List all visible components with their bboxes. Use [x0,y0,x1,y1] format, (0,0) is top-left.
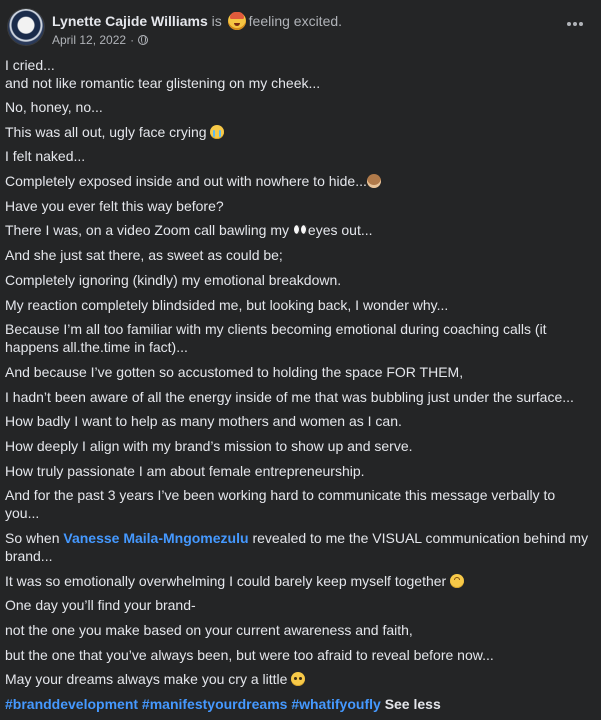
post-paragraph: How truly passionate I am about female entrepreneurship. [5,462,365,479]
paragraph-text: It was so emotionally overwhelming I could barely keep myself together [5,572,447,589]
hashtag-link[interactable]: #branddevelopment [5,696,139,713]
post-paragraph: Have you ever felt this way before? [5,197,224,214]
author-name-link[interactable]: Lynette Cajide Williams [52,13,208,29]
post-paragraph: not the one you make based on your current awareness and faith, [5,622,413,639]
post-paragraph: And because I’ve gotten so accustomed to holding the space FOR THEM, [5,363,464,380]
paragraph-text: This was all out, ugly face crying [5,123,207,140]
paragraph-text: There I was, on a video Zoom call bawling my [5,222,290,239]
pleading-face-icon [291,672,305,686]
post-paragraph: Completely ignoring (kindly) my emotional breakdown. [5,271,342,288]
post-paragraph: How deeply I align with my brand’s mission to show up and serve. [5,437,413,454]
dot-icon [579,22,583,26]
post-paragraph [5,123,589,141]
grinning-face-feeling-icon [228,12,246,30]
see-less-button[interactable]: See less [384,696,441,713]
post-date-link[interactable]: April 12, 2022 [52,33,127,47]
post-paragraph: And for the past 3 years I’ve been working hard to communicate this message verbally to you... [5,487,556,522]
more-options-icon[interactable] [563,14,587,34]
is-text: is [211,13,222,29]
post-paragraph [5,670,589,688]
paragraph-text: So when [5,530,60,546]
post-paragraph: My reaction completely blindsided me, but looking back, I wonder why... [5,296,449,313]
post-header [8,8,593,48]
post-body [5,56,589,720]
post-paragraph: Because I’m all too familiar with my clients becoming emotional during coaching calls (it happens all.the.time in fact)... [5,321,547,356]
dot-icon [573,22,577,26]
paragraph-text: revealed to me the VISUAL communication behind my brand... [5,530,589,564]
post-paragraph: I hadn’t been aware of all the energy inside of me that was bubbling just under the surface... [5,388,574,405]
loudly-crying-face-icon [210,125,224,139]
post-paragraph [5,172,589,190]
author-line [52,12,342,30]
post-paragraph: I felt naked... [5,148,86,165]
paragraph-text: Completely exposed inside and out with nowhere to hide... [5,173,367,190]
dot-icon [567,22,571,26]
mention-link[interactable]: Vanesse Maila-Mngomezulu [63,530,249,546]
globe-icon[interactable] [138,35,148,45]
paragraph-text: I cried... [5,57,55,73]
post-header-text [52,12,342,48]
meta-separator: · [130,33,135,47]
post-paragraph: And she just sat there, as sweet as could be; [5,247,283,264]
hashtag-link[interactable]: #manifestyourdreams [141,696,288,713]
post-paragraph [5,221,589,239]
post-paragraph: One day you’ll find your brand- [5,597,196,614]
author-avatar[interactable] [8,9,44,45]
post-meta [52,32,342,48]
paragraph-text: and not like romantic tear glistening on my cheek... [5,75,321,91]
hashtag-line [5,695,589,713]
post-paragraph [5,529,589,565]
post-paragraph: How badly I want to help as many mothers and women as I can. [5,413,402,430]
paragraph-text: May your dreams always make you cry a little [5,671,288,688]
post-paragraph [5,572,589,590]
post-paragraph: No, honey, no... [5,99,103,115]
hashtag-link[interactable]: #whatifyoufly [291,696,381,713]
see-no-evil-monkey-icon [367,174,381,188]
post-paragraph: but the one that you’ve always been, but were too afraid to reveal before now... [5,646,494,663]
paragraph-text: eyes out... [307,222,373,239]
upside-down-face-icon [450,574,464,588]
eyes-icon [293,224,308,236]
post-paragraph [5,56,589,92]
feeling-text: feeling excited. [248,13,343,29]
